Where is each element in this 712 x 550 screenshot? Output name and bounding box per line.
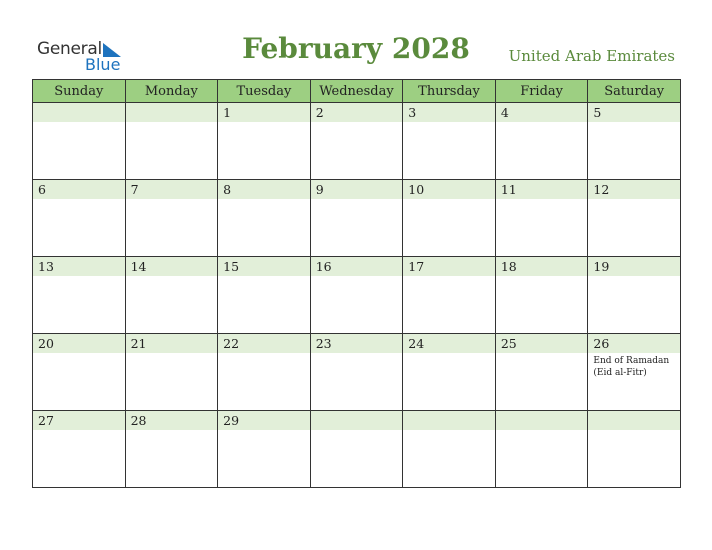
day-cell	[125, 180, 218, 257]
logo-text-general: General	[37, 39, 102, 59]
day-number-bar	[126, 180, 218, 199]
day-number-bar	[588, 180, 680, 199]
week-row	[33, 180, 681, 257]
day-cell	[33, 411, 126, 488]
day-number: 20	[38, 336, 54, 351]
logo-text-blue: Blue	[85, 55, 121, 74]
day-cell	[33, 180, 126, 257]
day-number-bar	[588, 334, 680, 353]
weekday-header: Tuesday	[218, 80, 311, 103]
day-number-bar	[33, 257, 125, 276]
day-cell	[310, 411, 403, 488]
day-number-bar	[218, 334, 310, 353]
day-cell	[495, 103, 588, 180]
country-label: United Arab Emirates	[508, 47, 675, 65]
day-number: 2	[315, 105, 324, 120]
weekday-header: Monday	[125, 80, 218, 103]
day-cell	[495, 180, 588, 257]
day-cell	[218, 334, 311, 411]
day-number-bar	[496, 257, 588, 276]
day-number-bar	[126, 334, 218, 353]
day-cell	[125, 334, 218, 411]
day-number-bar	[311, 334, 403, 353]
day-number: 21	[130, 336, 147, 351]
day-number	[126, 103, 218, 105]
weekday-header-row	[33, 80, 681, 103]
week-row	[33, 257, 681, 334]
weekday-header: Saturday	[588, 80, 681, 103]
calendar-grid	[32, 79, 681, 488]
day-number	[311, 411, 403, 413]
weekday-header: Thursday	[403, 80, 496, 103]
day-cell	[218, 411, 311, 488]
day-number-bar	[588, 411, 680, 430]
day-number: 3	[408, 105, 417, 120]
day-number-bar	[126, 257, 218, 276]
day-number	[33, 103, 125, 105]
day-number	[588, 411, 680, 413]
day-cell	[403, 180, 496, 257]
calendar-title: February 2028	[242, 32, 470, 65]
day-cell	[495, 334, 588, 411]
day-cell	[218, 103, 311, 180]
day-number-bar	[588, 257, 680, 276]
day-cell	[588, 334, 681, 411]
day-cell	[33, 334, 126, 411]
day-number: 19	[593, 259, 610, 274]
day-number: 15	[223, 259, 240, 274]
day-number: 12	[593, 182, 610, 197]
weekday-header: Sunday	[33, 80, 126, 103]
day-number-bar	[496, 180, 588, 199]
day-number-bar	[33, 334, 125, 353]
week-row	[33, 334, 681, 411]
day-number-bar	[126, 411, 218, 430]
day-number-bar	[311, 257, 403, 276]
day-cell	[310, 334, 403, 411]
day-number: 1	[223, 105, 232, 120]
holiday-event: End of Ramadan (Eid al-Fitr)	[593, 356, 670, 378]
day-number-bar	[403, 180, 495, 199]
day-number-bar	[33, 180, 125, 199]
day-number: 5	[593, 105, 602, 120]
day-cell	[588, 180, 681, 257]
day-number	[496, 411, 588, 413]
day-cell	[588, 257, 681, 334]
day-number-bar	[33, 411, 125, 430]
day-number-bar	[403, 103, 495, 122]
day-cell	[588, 411, 681, 488]
day-number: 18	[500, 259, 517, 274]
day-number-bar	[496, 103, 588, 122]
day-number: 24	[408, 336, 425, 351]
day-number-bar	[311, 411, 403, 430]
day-number: 25	[500, 336, 517, 351]
day-number-bar	[496, 411, 588, 430]
day-cell	[125, 103, 218, 180]
day-cell	[403, 411, 496, 488]
day-number-bar	[218, 180, 310, 199]
day-number-bar	[403, 411, 495, 430]
day-cell	[33, 257, 126, 334]
day-number-bar	[403, 334, 495, 353]
day-cell	[403, 334, 496, 411]
day-number: 10	[408, 182, 425, 197]
day-cell	[495, 257, 588, 334]
day-number: 26	[593, 336, 610, 351]
day-cell	[495, 411, 588, 488]
day-cell	[310, 103, 403, 180]
day-cell	[310, 257, 403, 334]
day-number: 27	[38, 413, 54, 428]
day-number: 9	[315, 182, 324, 197]
day-cell	[125, 257, 218, 334]
day-number-bar	[218, 103, 310, 122]
day-number: 7	[130, 182, 139, 197]
day-number: 17	[408, 259, 425, 274]
day-number: 22	[223, 336, 240, 351]
day-number: 6	[38, 182, 46, 197]
weekday-header: Friday	[495, 80, 588, 103]
day-number-bar	[33, 103, 125, 122]
day-cell	[33, 103, 126, 180]
weekday-header: Wednesday	[310, 80, 403, 103]
day-number-bar	[311, 180, 403, 199]
week-row	[33, 411, 681, 488]
day-cell	[403, 257, 496, 334]
day-number-bar	[588, 103, 680, 122]
day-number: 14	[130, 259, 147, 274]
day-cell	[588, 103, 681, 180]
day-number-bar	[496, 334, 588, 353]
day-number: 13	[38, 259, 54, 274]
day-cell	[125, 411, 218, 488]
day-cell	[403, 103, 496, 180]
day-number: 16	[315, 259, 332, 274]
day-number: 4	[500, 105, 509, 120]
day-number: 23	[315, 336, 332, 351]
day-number-bar	[126, 103, 218, 122]
day-number: 29	[223, 413, 240, 428]
day-number: 8	[223, 182, 232, 197]
day-number: 11	[500, 182, 517, 197]
day-cell	[218, 257, 311, 334]
day-number: 28	[130, 413, 147, 428]
day-number-bar	[218, 257, 310, 276]
day-number-bar	[311, 103, 403, 122]
week-row	[33, 103, 681, 180]
day-cell	[218, 180, 311, 257]
day-number-bar	[403, 257, 495, 276]
day-cell	[310, 180, 403, 257]
day-number	[403, 411, 495, 413]
day-number-bar	[218, 411, 310, 430]
